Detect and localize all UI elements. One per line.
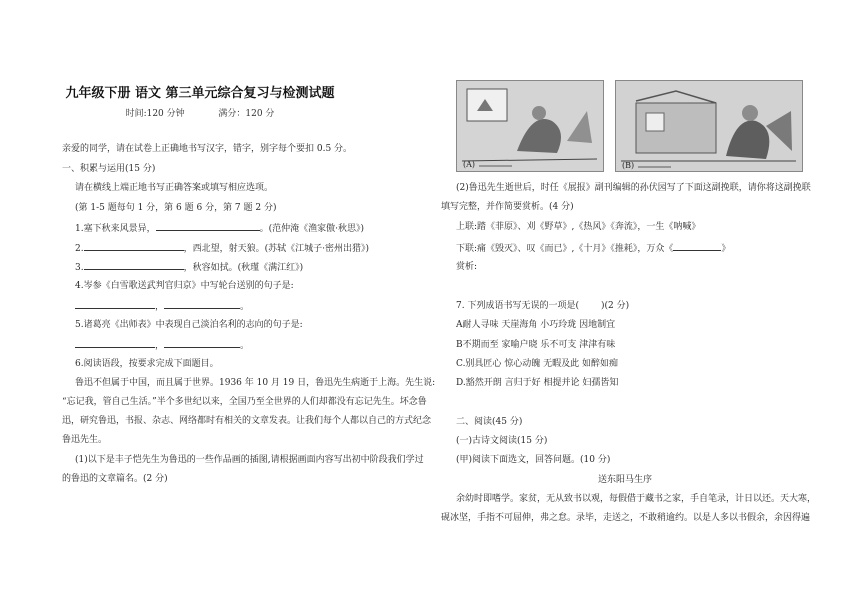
page-title: 九年级下册 语文 第三单元综合复习与检测试题: [65, 86, 335, 101]
illustration-a: [456, 80, 604, 172]
answer-blank[interactable]: [673, 241, 721, 251]
illustration-b-drawing: [616, 81, 802, 171]
couplet-upper: 上联:踏《菲原》、刈《野草》,《热风》《奔流》，一生《呐喊》: [456, 222, 701, 232]
passage-line: 鲁迅先生。: [62, 435, 108, 445]
passage-line: “忘记我，管自己生活。”半个多世纪以来，全国乃至全世界的人们却都没有忘记先生。坏念鲁: [62, 397, 427, 407]
question-3: 3. ，秋容如拭。(秋瑾《满江红》): [75, 260, 303, 274]
question-4-answer: ， 。: [75, 299, 249, 313]
illustration-b: [615, 80, 803, 172]
score-label: 满分：120 分: [218, 109, 275, 119]
answer-blank[interactable]: [84, 260, 184, 270]
illustration-a-drawing: [457, 81, 603, 171]
section1-heading: 一、积累与运用(15 分): [62, 164, 156, 174]
option-c: C.别具匠心 惊心动魄 无暇及此 如醉如痴: [456, 359, 619, 369]
illustration-b-label: (B): [622, 161, 635, 170]
time-label: 时间:120 分钟: [125, 109, 185, 119]
question-2: 2. ，西北望，射天狼。(苏轼《江城子·密州出猎》): [75, 241, 369, 255]
answer-blank[interactable]: [164, 299, 240, 309]
question-4: 4.岑参《白雪歌送武判官归京》中写轮台送别的句子是:: [75, 281, 294, 291]
appreciation-label: 赏析:: [456, 262, 478, 272]
answer-blank[interactable]: [75, 338, 155, 348]
section1-points: (第 1-5 题每句 1 分，第 6 题 6 分，第 7 题 2 分): [75, 203, 277, 213]
passage-line: 迅，研究鲁迅，书报、杂志、网络都时有相关的文章发表。让我们每个人都以自己的方式纪念: [62, 416, 432, 426]
question-1: 1.塞下秋来风景异， 。(范仲淹《渔家傲·秋思》): [75, 221, 364, 235]
option-a: A耐人寻味 天崖海角 小巧玲珑 因地制宜: [456, 320, 616, 330]
passage-line: 余幼时即嗜学。家贫，无从致书以观，每假借于藏书之家，手自笔录，计日以还。天大寒，: [456, 494, 817, 504]
answer-blank[interactable]: [156, 221, 260, 231]
option-d: D.豁然开朗 言归于好 相提并论 妇孺皆知: [456, 378, 619, 388]
question-6: 6.阅读语段，按要求完成下面题目。: [75, 359, 219, 369]
intro-text: 亲爱的同学，请在试卷上正确地书写汉字，错字，别字每个要扣 0.5 分。: [62, 144, 353, 154]
answer-blank[interactable]: [75, 299, 155, 309]
passage-title: 送东阳马生序: [597, 475, 652, 485]
section2-subheading: (一)古诗文阅读(15 分): [456, 436, 548, 446]
answer-blank[interactable]: [84, 241, 184, 251]
passage-line: 砚冰坚，手指不可屈伸，弗之怠。录毕，走送之，不敢稍逾约。以是人多以书假余，余因得遍: [441, 513, 811, 523]
section1-instruction: 请在横线上端正地书写正确答案或填写相应选项。: [75, 183, 274, 193]
question-5-answer: ， 。: [75, 338, 249, 352]
question-6-1: (1)以下是丰子恺先生为鲁迅的一些作品画的插图,请根据画面内容写出初中阶段我们学过: [75, 455, 424, 465]
couplet-lower: 下联:痛《毁灭》、叹《而已》,《十月》《推耗》，万众《 》: [456, 241, 730, 255]
question-6-1: 的鲁迅的文章篇名。(2 分): [62, 474, 168, 484]
question-6-2: (2)鲁迅先生逝世后，时任《展报》副刊编辑的孙伏园写了下面这副挽联，请你将这副挽联: [456, 183, 811, 193]
question-5: 5.诸葛亮《出师表》中表现自己淡泊名利的志向的句子是:: [75, 320, 303, 330]
passage-line: 鲁迅不但属于中国，而且属于世界。1936 年 10 月 19 日，鲁迅先生病逝于上海。先生说:: [75, 378, 436, 388]
question-6-2: 填写完整，并作简要赏析。(4 分): [441, 202, 574, 212]
answer-blank[interactable]: [164, 338, 240, 348]
illustration-a-label: (A): [463, 160, 476, 169]
section2-heading: 二、阅读(45 分): [456, 417, 523, 427]
question-7: 7. 下列成语书写无误的一项是( )(2 分): [456, 301, 630, 311]
exam-meta: [0, 106, 400, 119]
option-b: B不期而至 家喻户晓 乐不可支 津津有味: [456, 340, 616, 350]
section2-jia: (甲)阅读下面选文，回答问题。(10 分): [456, 455, 611, 465]
